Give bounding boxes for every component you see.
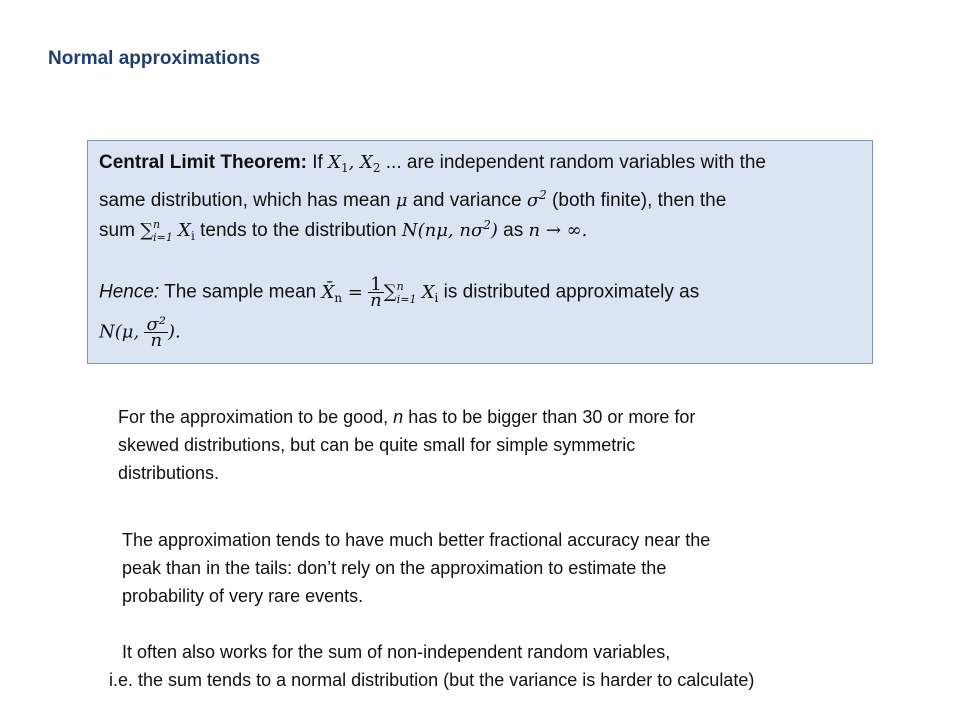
- p1-line1-a: For the approximation to be good,: [118, 407, 394, 427]
- formula-sum-part: $X_i$: [178, 220, 195, 243]
- formula-sigma2: $\sigma^2$: [526, 188, 547, 211]
- clt-l2-b: and variance: [407, 190, 527, 211]
- paragraph-accuracy: [122, 526, 710, 610]
- formula-final-close: ).: [168, 321, 181, 343]
- clt-l2-a: same distribution, which has mean: [99, 190, 396, 211]
- formula-dist: N(nμ, $n\sigma^2$): [401, 218, 498, 241]
- hence-label: Hence:: [99, 281, 160, 303]
- p1-line3: distributions.: [118, 463, 220, 483]
- clt-line-2: [99, 183, 726, 213]
- formula-mu: μ: [395, 190, 408, 211]
- p2-line3: probability of very rare events.: [122, 586, 364, 606]
- paragraph-good-approximation: [118, 403, 695, 487]
- clt-l3-a: sum: [99, 220, 141, 241]
- p2-line2: peak than in the tails: don’t rely on the approximation to estimate the: [122, 558, 667, 578]
- clt-line-3: [99, 213, 587, 248]
- hence-a: The sample mean: [159, 281, 322, 303]
- p2-line1: The approximation tends to have much better fractional accuracy near the: [122, 530, 711, 550]
- clt-l1-a: If: [312, 152, 329, 173]
- formula-one-over-n: $\frac{1}{n}$: [370, 274, 382, 311]
- sum-upper-2: n: [396, 279, 404, 293]
- clt-heading: Central Limit Theorem:: [99, 152, 307, 173]
- p1-line1-b: has to be bigger than 30 or more for: [403, 407, 696, 427]
- p1-line2: skewed distributions, but can be quite small for simple symmetric: [118, 435, 636, 455]
- sum-lower-2: i=1: [396, 292, 417, 306]
- clt-l3-b: tends to the distribution: [194, 220, 402, 241]
- hence-b: is distributed approximately as: [438, 281, 700, 303]
- formula-mean: $X̄_n$ =: [321, 281, 363, 305]
- p1-line1-n: n: [393, 407, 404, 427]
- clt-box: [87, 140, 873, 364]
- formula-x1-x2: $X_1$, $X_2$: [328, 152, 381, 175]
- sum-symbol: ∑: [140, 220, 154, 241]
- clt-l3-c: as: [497, 220, 529, 241]
- clt-l1-b: ... are independent random variables with the: [385, 152, 766, 173]
- formula-xi: $X_i$: [421, 281, 439, 305]
- clt-line-1: [99, 151, 766, 180]
- p3-line1: It often also works for the sum of non-independent random variables,: [122, 642, 671, 662]
- sum-upper: n: [153, 218, 161, 231]
- clt-line-5: [99, 314, 181, 351]
- slide-title: Normal approximations: [48, 48, 261, 69]
- formula-limit: n → ∞.: [528, 220, 588, 241]
- sum-lower: i=1: [153, 231, 173, 244]
- clt-line-4: [99, 274, 700, 311]
- clt-l2-c: (both finite), then the: [546, 190, 727, 211]
- formula-final: N(μ,: [99, 321, 140, 343]
- sum-symbol-2: ∑: [383, 281, 397, 303]
- p3-line2: i.e. the sum tends to a normal distribution (but the variance is harder to calculate): [109, 670, 755, 690]
- formula-sigma2-over-n: $\frac{\text{σ²}}{n}$: [146, 314, 166, 351]
- paragraph-non-independent: [109, 638, 755, 694]
